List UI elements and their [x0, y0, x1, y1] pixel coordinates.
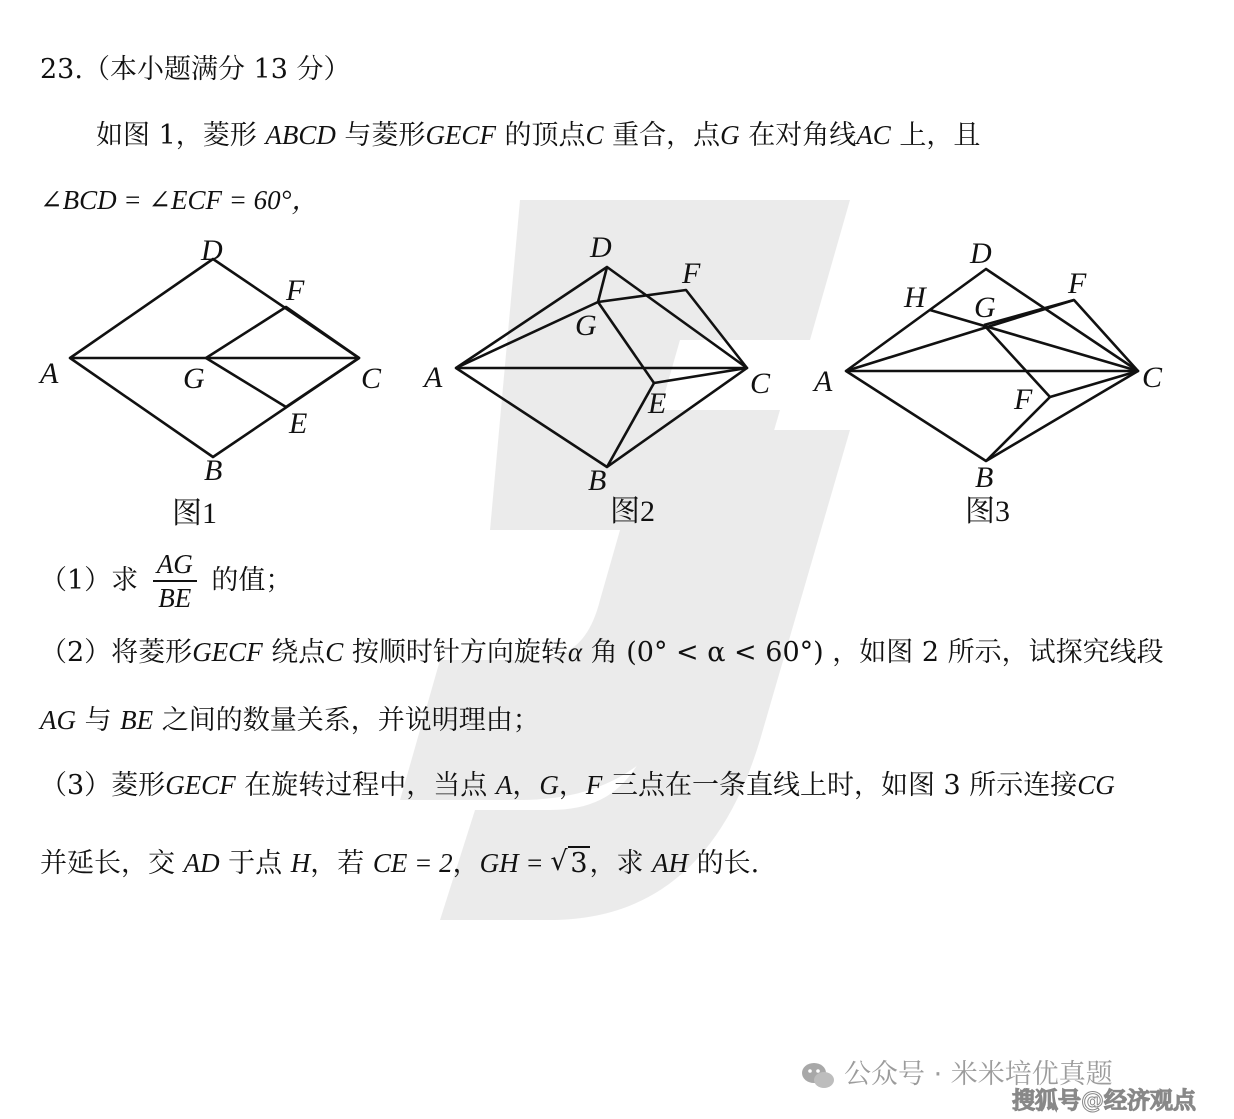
label-D: D — [970, 237, 992, 270]
label-F: F — [1068, 267, 1087, 300]
segment-BE — [607, 383, 654, 467]
figure-3 — [810, 225, 1190, 535]
figure-1 — [36, 225, 406, 535]
question-3-line-1: （3）菱形GECF 在旋转过程中，当点 A，G，F 三点在一条直线上时，如图 3 所示连接CG — [40, 770, 1115, 801]
label-H: H — [904, 281, 926, 314]
label-F-2: F — [1014, 383, 1033, 416]
label-G: G — [974, 291, 996, 324]
intro-line-2: ∠BCD = ∠ECF = 60°， — [40, 185, 319, 215]
question-2-line-2: AG 与 BE 之间的数量关系，并说明理由； — [40, 705, 540, 736]
label-C: C — [1142, 361, 1163, 394]
label-B: B — [204, 454, 223, 487]
label-C: C — [361, 362, 382, 395]
figure-2 — [420, 225, 790, 535]
label-G: G — [183, 362, 205, 395]
label-D: D — [201, 234, 223, 267]
label-A: A — [814, 365, 833, 398]
figure-2-caption: 图2 — [610, 495, 655, 528]
figure-3-caption: 图3 — [965, 495, 1010, 528]
sohu-watermark: 搜狐号@经济观点 — [1012, 1088, 1196, 1114]
label-E: E — [289, 407, 308, 440]
wechat-icon — [800, 1061, 836, 1091]
line-HGC — [930, 310, 1138, 371]
label-F: F — [286, 274, 305, 307]
question-2-line-1: （2）将菱形GECF 绕点C 按顺时针方向旋转α 角 (0° < α < 60°) ，如图 2 所示，试探究线段 — [40, 637, 1164, 668]
question-3-line-2: 并延长，交 AD 于点 H，若 CE = 2，GH = √ 3，求 AH 的长. — [40, 843, 759, 884]
label-E: E — [648, 387, 667, 420]
intro-line-1: 如图 1，菱形 ABCD 与菱形GECF 的顶点C 重合，点G 在对角线AC 上，且 — [96, 120, 981, 151]
label-G: G — [575, 309, 597, 342]
question-1: （1）求 $\frac{AG}{BE}$ 的值； — [40, 549, 293, 614]
label-A: A — [424, 361, 443, 394]
fraction-AG-BE: $\frac{AG}{BE}$ — [153, 550, 197, 613]
label-B: B — [975, 461, 994, 494]
label-A: A — [40, 357, 59, 390]
label-B: B — [588, 464, 607, 497]
wechat-watermark: 公众号 · 米米培优真题 — [800, 1052, 1113, 1091]
label-C: C — [750, 367, 771, 400]
figure-1-caption: 图1 — [172, 497, 217, 530]
sqrt-3: √ 3 — [550, 846, 588, 879]
label-F: F — [682, 257, 701, 290]
problem-title: 23.（本小题满分 13 分） — [40, 54, 351, 85]
label-D: D — [590, 231, 612, 264]
